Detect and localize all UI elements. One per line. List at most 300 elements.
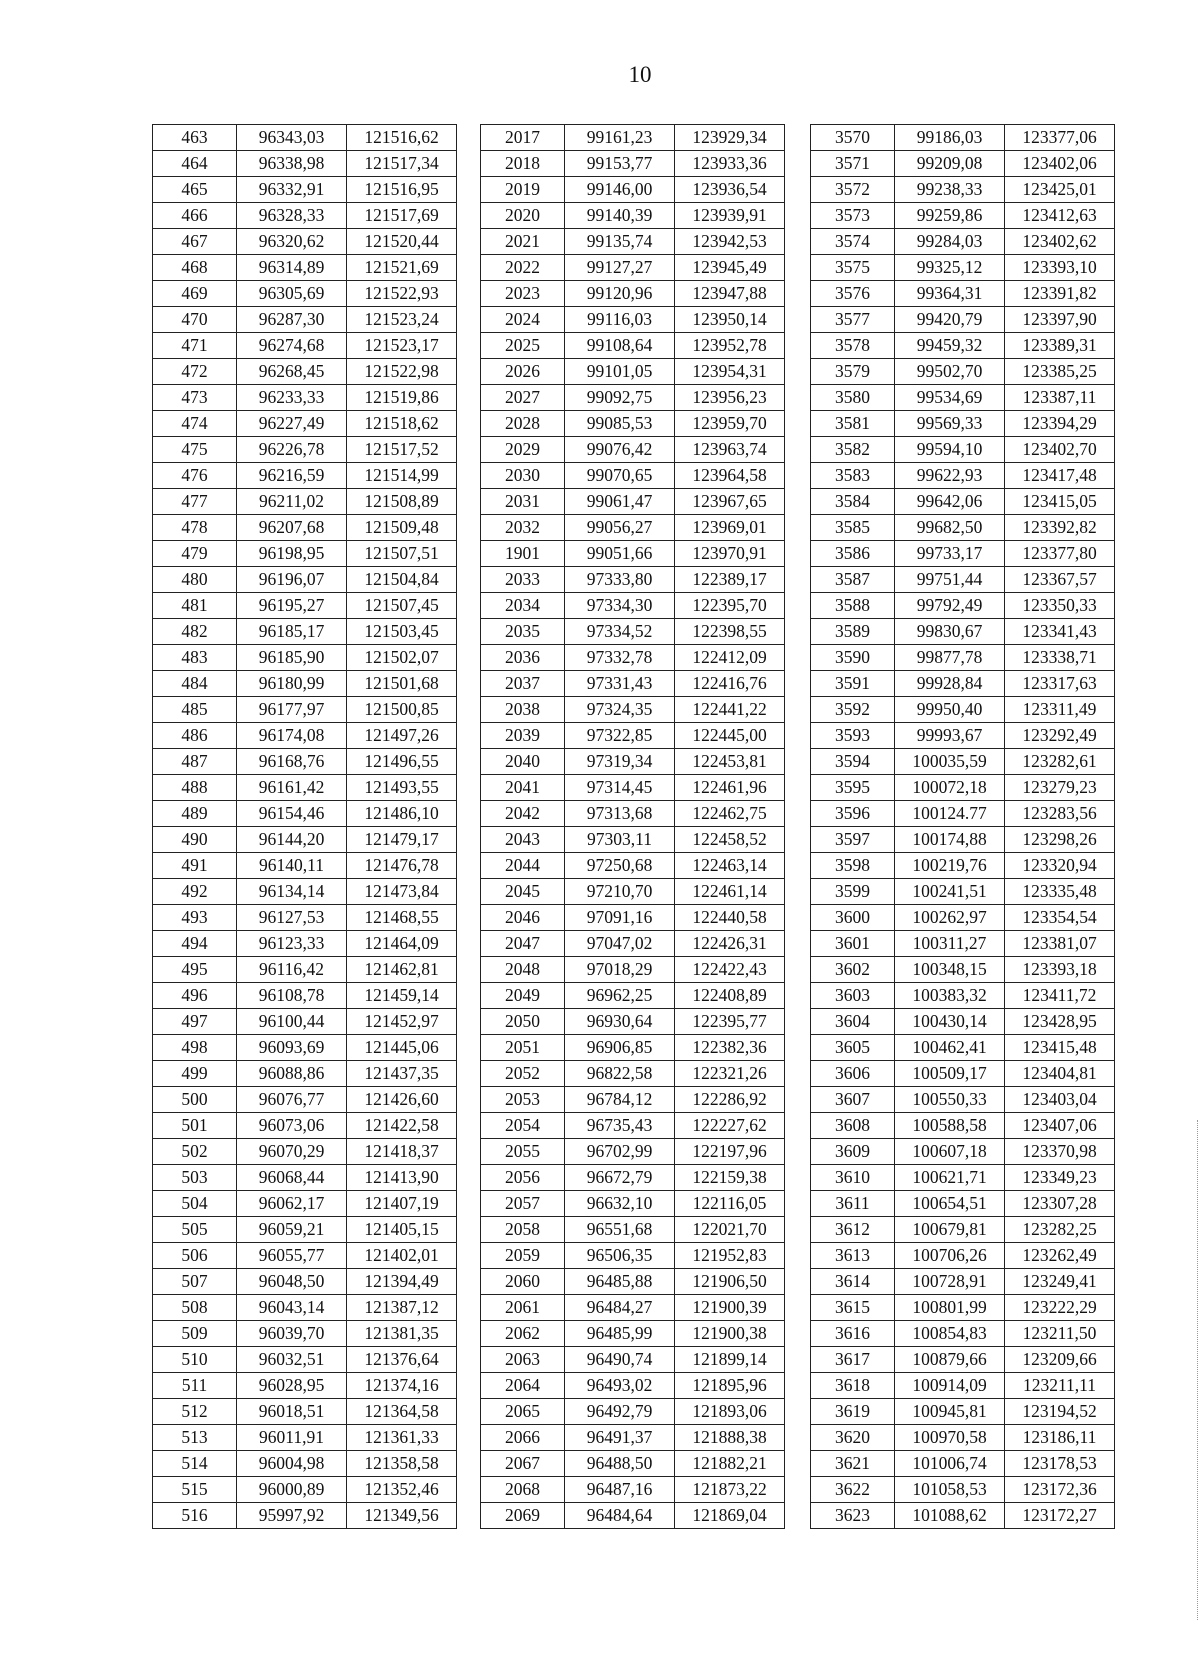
y-coordinate-cell: 123403,04 bbox=[1005, 1087, 1115, 1113]
x-coordinate-cell: 97303,11 bbox=[565, 827, 675, 853]
table-row bbox=[481, 1061, 785, 1087]
table-row bbox=[811, 385, 1115, 411]
table-row bbox=[153, 437, 457, 463]
point-number-cell: 3613 bbox=[811, 1243, 895, 1269]
x-coordinate-cell: 97334,30 bbox=[565, 593, 675, 619]
table-row bbox=[811, 541, 1115, 567]
x-coordinate-cell: 96168,76 bbox=[237, 749, 347, 775]
point-number-cell: 464 bbox=[153, 151, 237, 177]
point-number-cell: 2066 bbox=[481, 1425, 565, 1451]
point-number-cell: 2055 bbox=[481, 1139, 565, 1165]
y-coordinate-cell: 122445,00 bbox=[675, 723, 785, 749]
table-row bbox=[481, 1477, 785, 1503]
y-coordinate-cell: 122463,14 bbox=[675, 853, 785, 879]
y-coordinate-cell: 121518,62 bbox=[347, 411, 457, 437]
point-number-cell: 468 bbox=[153, 255, 237, 281]
point-number-cell: 488 bbox=[153, 775, 237, 801]
table-row bbox=[811, 281, 1115, 307]
table-row bbox=[153, 567, 457, 593]
point-number-cell: 2032 bbox=[481, 515, 565, 541]
coordinates-table-3 bbox=[810, 124, 1115, 1529]
y-coordinate-cell: 121501,68 bbox=[347, 671, 457, 697]
point-number-cell: 3591 bbox=[811, 671, 895, 697]
x-coordinate-cell: 99928,84 bbox=[895, 671, 1005, 697]
x-coordinate-cell: 96343,03 bbox=[237, 125, 347, 151]
table-row bbox=[811, 801, 1115, 827]
y-coordinate-cell: 122458,52 bbox=[675, 827, 785, 853]
point-number-cell: 489 bbox=[153, 801, 237, 827]
table-row bbox=[811, 645, 1115, 671]
x-coordinate-cell: 100383,32 bbox=[895, 983, 1005, 1009]
point-number-cell: 2051 bbox=[481, 1035, 565, 1061]
table-row bbox=[153, 359, 457, 385]
y-coordinate-cell: 123387,11 bbox=[1005, 385, 1115, 411]
x-coordinate-cell: 100462,41 bbox=[895, 1035, 1005, 1061]
table-row bbox=[811, 1165, 1115, 1191]
y-coordinate-cell: 123194,52 bbox=[1005, 1399, 1115, 1425]
y-coordinate-cell: 121895,96 bbox=[675, 1373, 785, 1399]
x-coordinate-cell: 97314,45 bbox=[565, 775, 675, 801]
y-coordinate-cell: 123367,57 bbox=[1005, 567, 1115, 593]
y-coordinate-cell: 123963,74 bbox=[675, 437, 785, 463]
x-coordinate-cell: 96039,70 bbox=[237, 1321, 347, 1347]
point-number-cell: 3582 bbox=[811, 437, 895, 463]
y-coordinate-cell: 123282,61 bbox=[1005, 749, 1115, 775]
point-number-cell: 3570 bbox=[811, 125, 895, 151]
table-row bbox=[481, 619, 785, 645]
y-coordinate-cell: 122159,38 bbox=[675, 1165, 785, 1191]
table-row bbox=[811, 697, 1115, 723]
table-row bbox=[481, 281, 785, 307]
point-number-cell: 480 bbox=[153, 567, 237, 593]
y-coordinate-cell: 123377,06 bbox=[1005, 125, 1115, 151]
x-coordinate-cell: 96484,27 bbox=[565, 1295, 675, 1321]
x-coordinate-cell: 100970,58 bbox=[895, 1425, 1005, 1451]
coordinates-table-2 bbox=[480, 124, 785, 1529]
point-number-cell: 476 bbox=[153, 463, 237, 489]
y-coordinate-cell: 123320,94 bbox=[1005, 853, 1115, 879]
point-number-cell: 466 bbox=[153, 203, 237, 229]
point-number-cell: 2049 bbox=[481, 983, 565, 1009]
x-coordinate-cell: 96328,33 bbox=[237, 203, 347, 229]
x-coordinate-cell: 100550,33 bbox=[895, 1087, 1005, 1113]
y-coordinate-cell: 122422,43 bbox=[675, 957, 785, 983]
y-coordinate-cell: 121899,14 bbox=[675, 1347, 785, 1373]
y-coordinate-cell: 123402,06 bbox=[1005, 151, 1115, 177]
y-coordinate-cell: 123952,78 bbox=[675, 333, 785, 359]
table-row bbox=[153, 385, 457, 411]
table-row bbox=[481, 411, 785, 437]
table-row bbox=[481, 385, 785, 411]
table-row bbox=[153, 411, 457, 437]
table-row bbox=[481, 1373, 785, 1399]
y-coordinate-cell: 123402,70 bbox=[1005, 437, 1115, 463]
y-coordinate-cell: 121508,89 bbox=[347, 489, 457, 515]
table-row bbox=[811, 411, 1115, 437]
y-coordinate-cell: 121349,56 bbox=[347, 1503, 457, 1529]
x-coordinate-cell: 100311,27 bbox=[895, 931, 1005, 957]
x-coordinate-cell: 100262,97 bbox=[895, 905, 1005, 931]
point-number-cell: 2039 bbox=[481, 723, 565, 749]
x-coordinate-cell: 100348,15 bbox=[895, 957, 1005, 983]
table-row bbox=[481, 931, 785, 957]
table-row bbox=[811, 151, 1115, 177]
table-row bbox=[153, 957, 457, 983]
y-coordinate-cell: 121514,99 bbox=[347, 463, 457, 489]
table-row bbox=[811, 1191, 1115, 1217]
x-coordinate-cell: 99238,33 bbox=[895, 177, 1005, 203]
point-number-cell: 467 bbox=[153, 229, 237, 255]
table-row bbox=[153, 905, 457, 931]
y-coordinate-cell: 123415,05 bbox=[1005, 489, 1115, 515]
point-number-cell: 2021 bbox=[481, 229, 565, 255]
point-number-cell: 2029 bbox=[481, 437, 565, 463]
x-coordinate-cell: 96185,17 bbox=[237, 619, 347, 645]
table-row bbox=[481, 203, 785, 229]
x-coordinate-cell: 96185,90 bbox=[237, 645, 347, 671]
table-row bbox=[153, 723, 457, 749]
table-row bbox=[481, 255, 785, 281]
table-row bbox=[481, 801, 785, 827]
table-row bbox=[811, 723, 1115, 749]
x-coordinate-cell: 95997,92 bbox=[237, 1503, 347, 1529]
table-row bbox=[811, 775, 1115, 801]
point-number-cell: 3598 bbox=[811, 853, 895, 879]
table-row bbox=[811, 827, 1115, 853]
y-coordinate-cell: 121516,95 bbox=[347, 177, 457, 203]
point-number-cell: 3588 bbox=[811, 593, 895, 619]
table-row bbox=[811, 1269, 1115, 1295]
x-coordinate-cell: 96108,78 bbox=[237, 983, 347, 1009]
x-coordinate-cell: 99594,10 bbox=[895, 437, 1005, 463]
y-coordinate-cell: 122462,75 bbox=[675, 801, 785, 827]
table-row bbox=[153, 255, 457, 281]
x-coordinate-cell: 99209,08 bbox=[895, 151, 1005, 177]
x-coordinate-cell: 100072,18 bbox=[895, 775, 1005, 801]
x-coordinate-cell: 99751,44 bbox=[895, 567, 1005, 593]
table-row bbox=[481, 1087, 785, 1113]
point-number-cell: 503 bbox=[153, 1165, 237, 1191]
x-coordinate-cell: 96485,88 bbox=[565, 1269, 675, 1295]
point-number-cell: 2022 bbox=[481, 255, 565, 281]
table-row bbox=[481, 853, 785, 879]
point-number-cell: 2033 bbox=[481, 567, 565, 593]
table-row bbox=[481, 567, 785, 593]
point-number-cell: 3610 bbox=[811, 1165, 895, 1191]
point-number-cell: 502 bbox=[153, 1139, 237, 1165]
y-coordinate-cell: 121473,84 bbox=[347, 879, 457, 905]
point-number-cell: 485 bbox=[153, 697, 237, 723]
point-number-cell: 477 bbox=[153, 489, 237, 515]
y-coordinate-cell: 123298,26 bbox=[1005, 827, 1115, 853]
table-row bbox=[481, 307, 785, 333]
point-number-cell: 2054 bbox=[481, 1113, 565, 1139]
point-number-cell: 2034 bbox=[481, 593, 565, 619]
table-row bbox=[481, 1191, 785, 1217]
y-coordinate-cell: 122398,55 bbox=[675, 619, 785, 645]
y-coordinate-cell: 121497,26 bbox=[347, 723, 457, 749]
x-coordinate-cell: 96962,25 bbox=[565, 983, 675, 1009]
table-row bbox=[481, 1321, 785, 1347]
y-coordinate-cell: 121437,35 bbox=[347, 1061, 457, 1087]
y-coordinate-cell: 121413,90 bbox=[347, 1165, 457, 1191]
table-row bbox=[481, 775, 785, 801]
point-number-cell: 2047 bbox=[481, 931, 565, 957]
x-coordinate-cell: 96211,02 bbox=[237, 489, 347, 515]
table-row bbox=[811, 437, 1115, 463]
point-number-cell: 486 bbox=[153, 723, 237, 749]
y-coordinate-cell: 123933,36 bbox=[675, 151, 785, 177]
table-row bbox=[481, 1113, 785, 1139]
table-row bbox=[481, 463, 785, 489]
y-coordinate-cell: 123381,07 bbox=[1005, 931, 1115, 957]
y-coordinate-cell: 122416,76 bbox=[675, 671, 785, 697]
y-coordinate-cell: 123385,25 bbox=[1005, 359, 1115, 385]
y-coordinate-cell: 121407,19 bbox=[347, 1191, 457, 1217]
x-coordinate-cell: 99153,77 bbox=[565, 151, 675, 177]
table-row bbox=[811, 1243, 1115, 1269]
point-number-cell: 512 bbox=[153, 1399, 237, 1425]
x-coordinate-cell: 96043,14 bbox=[237, 1295, 347, 1321]
x-coordinate-cell: 96004,98 bbox=[237, 1451, 347, 1477]
x-coordinate-cell: 100174,88 bbox=[895, 827, 1005, 853]
point-number-cell: 509 bbox=[153, 1321, 237, 1347]
y-coordinate-cell: 121374,16 bbox=[347, 1373, 457, 1399]
point-number-cell: 3620 bbox=[811, 1425, 895, 1451]
x-coordinate-cell: 99792,49 bbox=[895, 593, 1005, 619]
y-coordinate-cell: 121522,93 bbox=[347, 281, 457, 307]
y-coordinate-cell: 121516,62 bbox=[347, 125, 457, 151]
table-row bbox=[481, 489, 785, 515]
table-row bbox=[153, 1165, 457, 1191]
point-number-cell: 510 bbox=[153, 1347, 237, 1373]
x-coordinate-cell: 97018,29 bbox=[565, 957, 675, 983]
y-coordinate-cell: 121952,83 bbox=[675, 1243, 785, 1269]
x-coordinate-cell: 100124.77 bbox=[895, 801, 1005, 827]
x-coordinate-cell: 101088,62 bbox=[895, 1503, 1005, 1529]
y-coordinate-cell: 122440,58 bbox=[675, 905, 785, 931]
point-number-cell: 511 bbox=[153, 1373, 237, 1399]
table-row bbox=[481, 1165, 785, 1191]
y-coordinate-cell: 121503,45 bbox=[347, 619, 457, 645]
y-coordinate-cell: 121888,38 bbox=[675, 1425, 785, 1451]
x-coordinate-cell: 99284,03 bbox=[895, 229, 1005, 255]
x-coordinate-cell: 97331,43 bbox=[565, 671, 675, 697]
y-coordinate-cell: 121418,37 bbox=[347, 1139, 457, 1165]
y-coordinate-cell: 123954,31 bbox=[675, 359, 785, 385]
x-coordinate-cell: 99502,70 bbox=[895, 359, 1005, 385]
table-row bbox=[153, 307, 457, 333]
table-row bbox=[153, 827, 457, 853]
table-row bbox=[481, 1347, 785, 1373]
y-coordinate-cell: 121358,58 bbox=[347, 1451, 457, 1477]
x-coordinate-cell: 96161,42 bbox=[237, 775, 347, 801]
y-coordinate-cell: 123950,14 bbox=[675, 307, 785, 333]
y-coordinate-cell: 123262,49 bbox=[1005, 1243, 1115, 1269]
table-row bbox=[481, 541, 785, 567]
y-coordinate-cell: 121361,33 bbox=[347, 1425, 457, 1451]
x-coordinate-cell: 96332,91 bbox=[237, 177, 347, 203]
y-coordinate-cell: 121906,50 bbox=[675, 1269, 785, 1295]
table-row bbox=[153, 1347, 457, 1373]
y-coordinate-cell: 121502,07 bbox=[347, 645, 457, 671]
table-row bbox=[153, 749, 457, 775]
table-row bbox=[153, 1139, 457, 1165]
x-coordinate-cell: 96487,16 bbox=[565, 1477, 675, 1503]
y-coordinate-cell: 123209,66 bbox=[1005, 1347, 1115, 1373]
table-row bbox=[811, 1347, 1115, 1373]
y-coordinate-cell: 123338,71 bbox=[1005, 645, 1115, 671]
table-row bbox=[153, 1035, 457, 1061]
point-number-cell: 506 bbox=[153, 1243, 237, 1269]
point-number-cell: 2027 bbox=[481, 385, 565, 411]
table-row bbox=[153, 1217, 457, 1243]
table-row bbox=[811, 1061, 1115, 1087]
y-coordinate-cell: 122441,22 bbox=[675, 697, 785, 723]
point-number-cell: 483 bbox=[153, 645, 237, 671]
point-number-cell: 2069 bbox=[481, 1503, 565, 1529]
point-number-cell: 2064 bbox=[481, 1373, 565, 1399]
y-coordinate-cell: 123341,43 bbox=[1005, 619, 1115, 645]
table-row bbox=[811, 1477, 1115, 1503]
table-row bbox=[153, 177, 457, 203]
x-coordinate-cell: 97319,34 bbox=[565, 749, 675, 775]
y-coordinate-cell: 123397,90 bbox=[1005, 307, 1115, 333]
y-coordinate-cell: 121381,35 bbox=[347, 1321, 457, 1347]
table-row bbox=[153, 801, 457, 827]
point-number-cell: 473 bbox=[153, 385, 237, 411]
table-row bbox=[811, 1217, 1115, 1243]
x-coordinate-cell: 100728,91 bbox=[895, 1269, 1005, 1295]
point-number-cell: 3599 bbox=[811, 879, 895, 905]
x-coordinate-cell: 96226,78 bbox=[237, 437, 347, 463]
table-row bbox=[811, 463, 1115, 489]
x-coordinate-cell: 97091,16 bbox=[565, 905, 675, 931]
point-number-cell: 494 bbox=[153, 931, 237, 957]
x-coordinate-cell: 96174,08 bbox=[237, 723, 347, 749]
x-coordinate-cell: 96154,46 bbox=[237, 801, 347, 827]
y-coordinate-cell: 123412,63 bbox=[1005, 203, 1115, 229]
point-number-cell: 3619 bbox=[811, 1399, 895, 1425]
table-row bbox=[153, 1087, 457, 1113]
x-coordinate-cell: 99682,50 bbox=[895, 515, 1005, 541]
x-coordinate-cell: 100945,81 bbox=[895, 1399, 1005, 1425]
point-number-cell: 507 bbox=[153, 1269, 237, 1295]
x-coordinate-cell: 100679,81 bbox=[895, 1217, 1005, 1243]
point-number-cell: 2067 bbox=[481, 1451, 565, 1477]
table-row bbox=[153, 671, 457, 697]
y-coordinate-cell: 123393,18 bbox=[1005, 957, 1115, 983]
point-number-cell: 2030 bbox=[481, 463, 565, 489]
table-row bbox=[153, 1191, 457, 1217]
table-row bbox=[153, 1061, 457, 1087]
point-number-cell: 500 bbox=[153, 1087, 237, 1113]
x-coordinate-cell: 99642,06 bbox=[895, 489, 1005, 515]
point-number-cell: 484 bbox=[153, 671, 237, 697]
point-number-cell: 3609 bbox=[811, 1139, 895, 1165]
x-coordinate-cell: 96177,97 bbox=[237, 697, 347, 723]
table-row bbox=[153, 229, 457, 255]
point-number-cell: 3574 bbox=[811, 229, 895, 255]
x-coordinate-cell: 96906,85 bbox=[565, 1035, 675, 1061]
point-number-cell: 3589 bbox=[811, 619, 895, 645]
y-coordinate-cell: 122286,92 bbox=[675, 1087, 785, 1113]
x-coordinate-cell: 99056,27 bbox=[565, 515, 675, 541]
table-row bbox=[481, 1295, 785, 1321]
x-coordinate-cell: 100509,17 bbox=[895, 1061, 1005, 1087]
y-coordinate-cell: 121459,14 bbox=[347, 983, 457, 1009]
y-coordinate-cell: 123417,48 bbox=[1005, 463, 1115, 489]
y-coordinate-cell: 123956,23 bbox=[675, 385, 785, 411]
y-coordinate-cell: 123942,53 bbox=[675, 229, 785, 255]
x-coordinate-cell: 99950,40 bbox=[895, 697, 1005, 723]
x-coordinate-cell: 100914,09 bbox=[895, 1373, 1005, 1399]
table-row bbox=[811, 307, 1115, 333]
table-row bbox=[811, 1139, 1115, 1165]
x-coordinate-cell: 96076,77 bbox=[237, 1087, 347, 1113]
table-row bbox=[481, 723, 785, 749]
x-coordinate-cell: 96702,99 bbox=[565, 1139, 675, 1165]
x-coordinate-cell: 101058,53 bbox=[895, 1477, 1005, 1503]
table-row bbox=[481, 229, 785, 255]
y-coordinate-cell: 123172,27 bbox=[1005, 1503, 1115, 1529]
x-coordinate-cell: 96216,59 bbox=[237, 463, 347, 489]
y-coordinate-cell: 123311,49 bbox=[1005, 697, 1115, 723]
table-row bbox=[811, 983, 1115, 1009]
x-coordinate-cell: 96305,69 bbox=[237, 281, 347, 307]
point-number-cell: 3576 bbox=[811, 281, 895, 307]
table-row bbox=[811, 255, 1115, 281]
point-number-cell: 2037 bbox=[481, 671, 565, 697]
point-number-cell: 3623 bbox=[811, 1503, 895, 1529]
page-number: 10 bbox=[628, 62, 652, 87]
table-row bbox=[811, 1503, 1115, 1529]
table-row bbox=[481, 1035, 785, 1061]
x-coordinate-cell: 99135,74 bbox=[565, 229, 675, 255]
x-coordinate-cell: 96100,44 bbox=[237, 1009, 347, 1035]
table-row bbox=[153, 853, 457, 879]
x-coordinate-cell: 100035,59 bbox=[895, 749, 1005, 775]
x-coordinate-cell: 96207,68 bbox=[237, 515, 347, 541]
table-row bbox=[811, 333, 1115, 359]
table-row bbox=[811, 489, 1115, 515]
point-number-cell: 3587 bbox=[811, 567, 895, 593]
x-coordinate-cell: 96088,86 bbox=[237, 1061, 347, 1087]
point-number-cell: 472 bbox=[153, 359, 237, 385]
point-number-cell: 2059 bbox=[481, 1243, 565, 1269]
y-coordinate-cell: 123249,41 bbox=[1005, 1269, 1115, 1295]
x-coordinate-cell: 96144,20 bbox=[237, 827, 347, 853]
table-row bbox=[153, 125, 457, 151]
x-coordinate-cell: 96632,10 bbox=[565, 1191, 675, 1217]
x-coordinate-cell: 96930,64 bbox=[565, 1009, 675, 1035]
y-coordinate-cell: 122116,05 bbox=[675, 1191, 785, 1217]
y-coordinate-cell: 121873,22 bbox=[675, 1477, 785, 1503]
y-coordinate-cell: 123939,91 bbox=[675, 203, 785, 229]
y-coordinate-cell: 121479,17 bbox=[347, 827, 457, 853]
table-row bbox=[153, 931, 457, 957]
point-number-cell: 496 bbox=[153, 983, 237, 1009]
point-number-cell: 3575 bbox=[811, 255, 895, 281]
table-row bbox=[153, 1321, 457, 1347]
y-coordinate-cell: 123317,63 bbox=[1005, 671, 1115, 697]
table-row bbox=[153, 1295, 457, 1321]
point-number-cell: 3572 bbox=[811, 177, 895, 203]
x-coordinate-cell: 96059,21 bbox=[237, 1217, 347, 1243]
x-coordinate-cell: 99051,66 bbox=[565, 541, 675, 567]
y-coordinate-cell: 123393,10 bbox=[1005, 255, 1115, 281]
y-coordinate-cell: 121376,64 bbox=[347, 1347, 457, 1373]
